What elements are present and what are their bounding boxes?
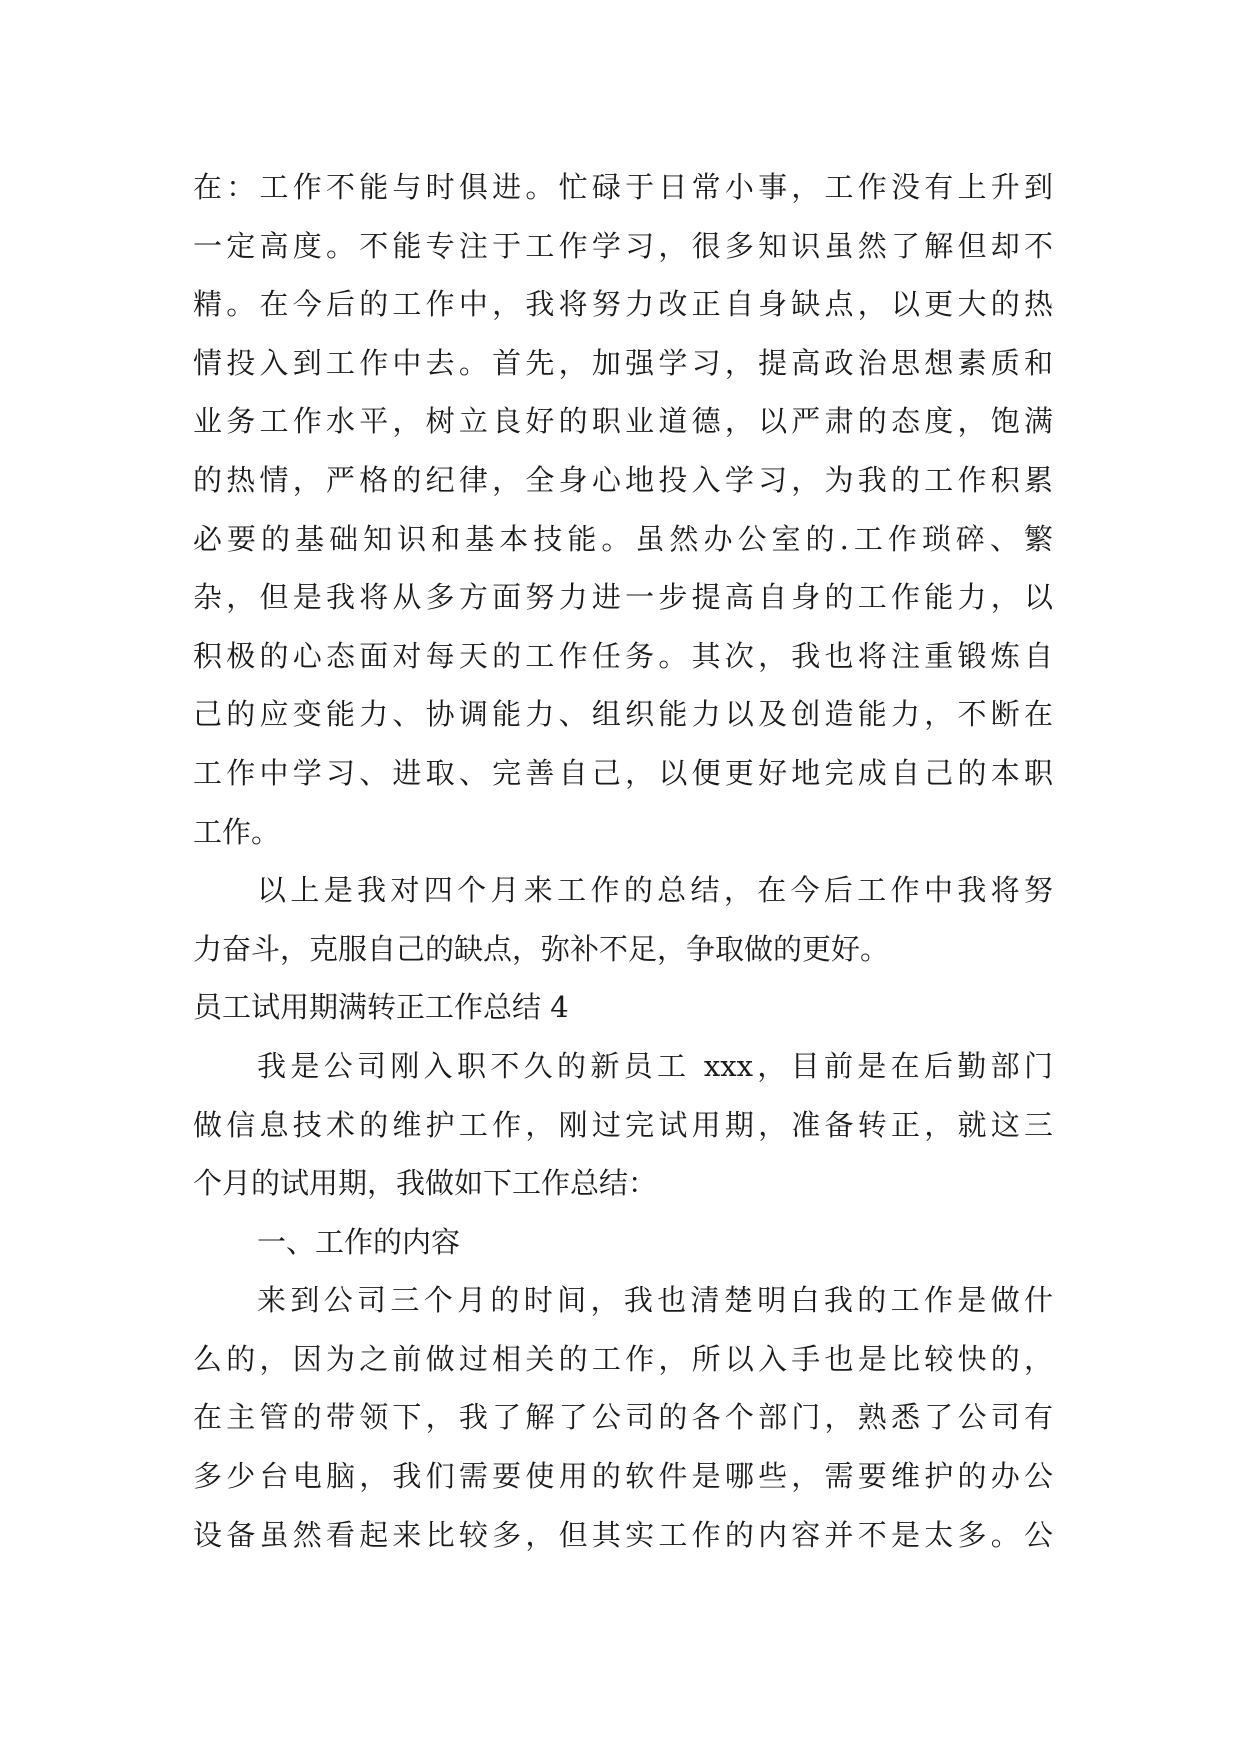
text-line: 杂，但是我将从多方面努力进一步提高自身的工作能力，以 [193, 580, 1053, 615]
text-line: 己的应变能力、协调能力、组织能力以及创造能力，不断在 [193, 697, 1053, 732]
text-line: 积极的心态面对每天的工作任务。其次，我也将注重锻炼自 [193, 638, 1053, 673]
text-line: 做信息技术的维护工作，刚过完试用期，准备转正，就这三 [193, 1107, 1053, 1142]
text-line: 在主管的带领下，我了解了公司的各个部门，熟悉了公司有 [193, 1400, 1053, 1435]
subsection-heading: 一、工作的内容 [257, 1224, 461, 1259]
document-body [193, 158, 1053, 1564]
text-line: 设备虽然看起来比较多，但其实工作的内容并不是太多。公 [193, 1517, 1053, 1552]
text-line: 以上是我对四个月来工作的总结，在今后工作中我将努 [257, 873, 1053, 908]
text-line: 一定高度。不能专注于工作学习，很多知识虽然了解但却不 [193, 228, 1053, 263]
text-line: 的热情，严格的纪律，全身心地投入学习，为我的工作积累 [193, 462, 1053, 497]
text-line: 我是公司刚入职不久的新员工 xxx，目前是在后勤部门 [257, 1048, 1053, 1083]
text-line: 必要的基础知识和基本技能。虽然办公室的.工作琐碎、繁 [193, 521, 1053, 556]
text-line: 工作。 [193, 814, 281, 849]
text-line: 精。在今后的工作中，我将努力改正自身缺点，以更大的热 [193, 287, 1053, 322]
text-line: 来到公司三个月的时间，我也清楚明白我的工作是做什 [257, 1283, 1053, 1318]
text-line: 力奋斗，克服自己的缺点，弥补不足，争取做的更好。 [193, 931, 890, 966]
section-heading: 员工试用期满转正工作总结 4 [193, 990, 569, 1025]
text-line: 多少台电脑，我们需要使用的软件是哪些，需要维护的办公 [193, 1459, 1053, 1494]
text-line: 工作中学习、进取、完善自己，以便更好地完成自己的本职 [193, 755, 1053, 790]
text-line: 情投入到工作中去。首先，加强学习，提高政治思想素质和 [193, 345, 1053, 380]
text-line: 业务工作水平，树立良好的职业道德，以严肃的态度，饱满 [193, 404, 1053, 439]
text-line: 个月的试用期，我做如下工作总结： [193, 1166, 658, 1201]
text-line: 在：工作不能与时俱进。忙碌于日常小事，工作没有上升到 [193, 170, 1053, 204]
text-line: 么的，因为之前做过相关的工作，所以入手也是比较快的， [193, 1341, 1053, 1376]
